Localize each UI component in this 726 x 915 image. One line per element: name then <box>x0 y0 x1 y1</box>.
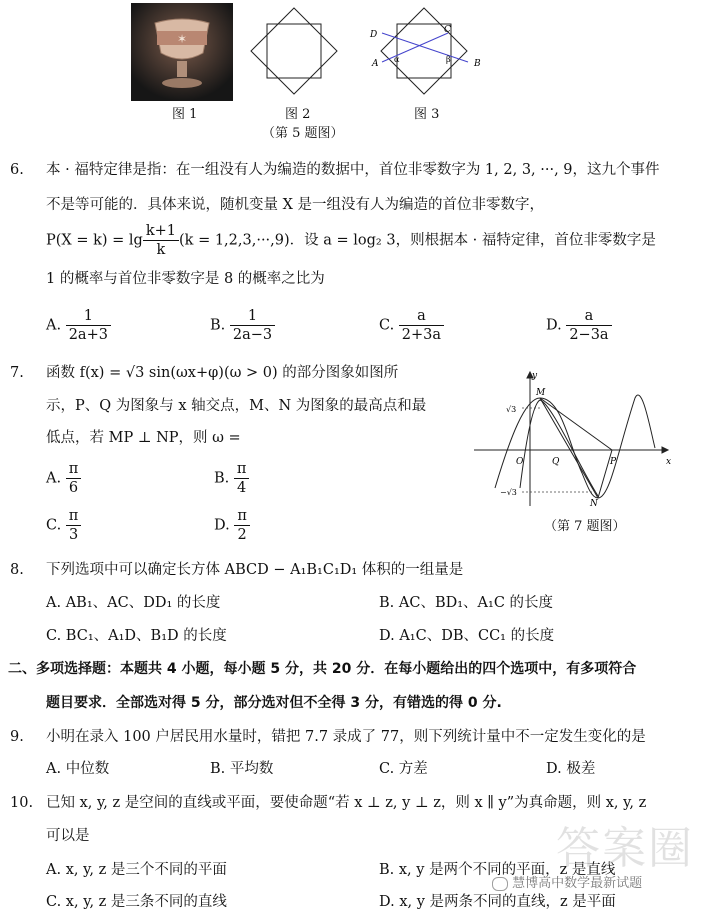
graph-label-n: N <box>590 499 598 509</box>
graph-origin-label: O <box>516 457 524 467</box>
figure-1-caption: 图 1 <box>172 107 198 122</box>
q8-option-b[interactable]: B. AC、BD₁、A₁C 的长度 <box>379 595 554 611</box>
watermark-caption: 慧博高中数学最新试题 <box>492 872 642 891</box>
figure-1-photo <box>131 3 233 101</box>
graph-label-neg-sqrt3: −√3 <box>500 488 517 497</box>
figure-3-caption: 图 3 <box>414 107 440 122</box>
q7-option-a[interactable]: A. $\frac{\pi}{6}$ <box>46 460 81 497</box>
q10-number: 10. <box>10 795 34 811</box>
graph-label-m: M <box>536 388 546 398</box>
q6-formula-fraction: $\frac{k+1}{k}$ <box>143 222 179 259</box>
q9-option-c[interactable]: C. 方差 <box>379 761 428 777</box>
q10-option-c[interactable]: C. x, y, z 是三条不同的直线 <box>46 894 227 910</box>
q7-sine-graph <box>470 368 680 510</box>
graph-label-sqrt3: √3 <box>506 405 517 414</box>
graph-y-axis-label: y <box>532 371 538 381</box>
q6-line-2: 不是等可能的．具体来说，随机变量 X 是一组没有人为编造的首位非零数字， <box>46 197 545 213</box>
label-C: C <box>444 25 451 35</box>
q6-formula-rhs: (k = 1,2,3,···,9)．设 a = log₂ 3，则根据本 · 福特定律，首位非零数字是 <box>179 232 656 249</box>
q6-option-b[interactable]: B. $\frac{1}{2a-3}$ <box>210 307 275 344</box>
q9-stem: 小明在录入 100 户居民用水量时，错把 7.7 录成了 77，则下列统计量中不一定发生变化的是 <box>46 729 646 745</box>
q7-option-b[interactable]: B. $\frac{\pi}{4}$ <box>214 460 249 497</box>
q10-line-2: 可以是 <box>46 828 90 844</box>
section-2-heading-line-2: 题目要求．全部选对得 5 分，部分选对但不全得 3 分，有错选的得 0 分. <box>46 695 502 711</box>
figure-2-star <box>247 4 341 98</box>
q10-option-a[interactable]: A. x, y, z 是三个不同的平面 <box>46 862 227 878</box>
q7-option-d[interactable]: D. $\frac{\pi}{2}$ <box>214 507 250 544</box>
q10-line-1: 已知 x, y, z 是空间的直线或平面，要使命题“若 x ⊥ z, y ⊥ z，则 x ∥ y”为真命题，则 x, y, z <box>46 795 647 811</box>
label-beta: β <box>446 55 451 64</box>
q7-line-1: 函数 f(x) = √3 sin(ωx+φ)(ω > 0) 的部分图象如图所 <box>46 365 399 381</box>
watermark-logo: 答案圈 <box>556 823 694 874</box>
q7-line-2: 示，P、Q 为图象与 x 轴交点，M、N 为图象的最高点和最 <box>46 398 427 414</box>
q6-line-4: 1 的概率与首位非零数字是 8 的概率之比为 <box>46 271 325 287</box>
q8-stem: 下列选项中可以确定长方体 ABCD − A₁B₁C₁D₁ 体积的一组量是 <box>46 562 464 578</box>
q9-option-d[interactable]: D. 极差 <box>546 761 596 777</box>
q8-number: 8. <box>10 562 24 578</box>
graph-x-axis-label: x <box>666 457 672 467</box>
q6-line-1: 本 · 福特定律是指：在一组没有人为编造的数据中，首位非零数字为 1, 2, 3, ···, 9，这九个事件 <box>46 162 660 178</box>
q6-option-c[interactable]: C. $\frac{a}{2+3a}$ <box>379 307 444 344</box>
label-alpha: α <box>394 55 400 64</box>
q7-line-3: 低点，若 MP ⊥ NP，则 ω = <box>46 430 241 446</box>
q9-option-b[interactable]: B. 平均数 <box>210 761 274 777</box>
label-B: B <box>474 59 481 69</box>
q6-number: 6. <box>10 162 24 178</box>
label-A: A <box>372 59 379 69</box>
section-2-heading-line-1: 二、多项选择题：本题共 4 小题，每小题 5 分，共 20 分．在每小题给出的四个选项中，有多项符合 <box>8 661 637 677</box>
goblet-image <box>131 3 233 101</box>
figure-3-star <box>366 4 486 98</box>
q6-formula-lhs: P(X = k) = lg <box>46 232 143 249</box>
q6-option-a[interactable]: A. $\frac{1}{2a+3}$ <box>46 307 111 344</box>
q6-option-d[interactable]: D. $\frac{a}{2-3a}$ <box>546 307 612 344</box>
q7-option-c[interactable]: C. $\frac{\pi}{3}$ <box>46 507 81 544</box>
q6-line-3 <box>46 222 656 259</box>
figure-5-group-caption: （第 5 题图） <box>262 126 344 141</box>
q10-option-d[interactable]: D. x, y 是两条不同的直线，z 是平面 <box>379 894 616 910</box>
svg-text:✶: ✶ <box>176 32 188 46</box>
wechat-icon <box>492 877 508 891</box>
graph-label-q: Q <box>552 457 560 467</box>
graph-label-p: P <box>610 457 617 467</box>
label-D: D <box>370 30 378 40</box>
q8-option-d[interactable]: D. A₁C、DB、CC₁ 的长度 <box>379 628 555 644</box>
q10-option-b[interactable]: B. x, y 是两个不同的平面，z 是直线 <box>379 862 616 878</box>
q8-option-c[interactable]: C. BC₁、A₁D、B₁D 的长度 <box>46 628 227 644</box>
q9-number: 9. <box>10 729 24 745</box>
figure-2-caption: 图 2 <box>285 107 311 122</box>
q7-graph-caption: （第 7 题图） <box>544 519 626 534</box>
q8-option-a[interactable]: A. AB₁、AC、DD₁ 的长度 <box>46 595 221 611</box>
q7-number: 7. <box>10 365 24 381</box>
q9-option-a[interactable]: A. 中位数 <box>46 761 110 777</box>
